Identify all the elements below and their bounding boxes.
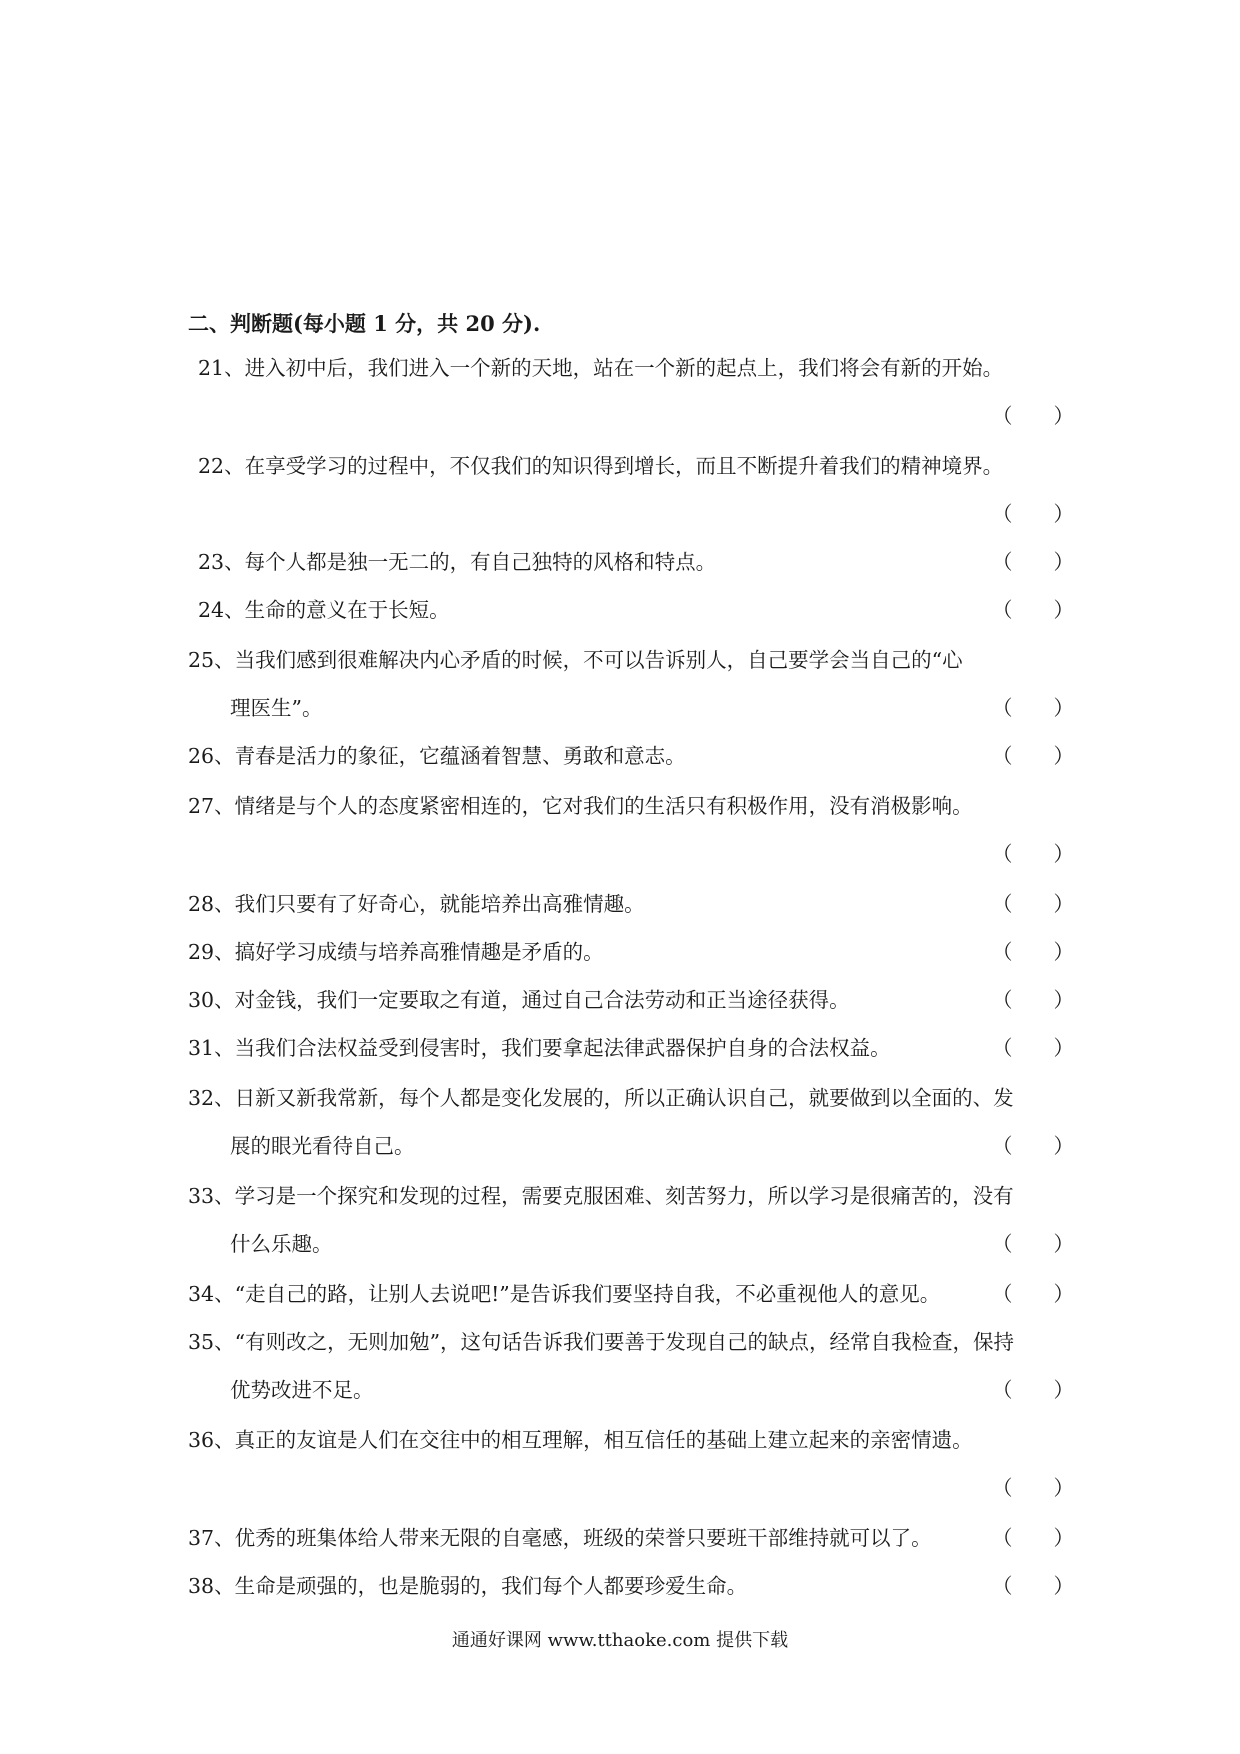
answer-bracket: （ ）	[992, 696, 1074, 720]
question-text: 每个人都是独一无二的，有自己独特的风格和特点。	[244, 550, 717, 574]
question-27-line1	[188, 792, 973, 820]
question-text: “走自己的路，让别人去说吧!”是告诉我们要坚持自我，不必重视他人的意见。	[234, 1282, 941, 1306]
answer-bracket: （ ）	[992, 598, 1074, 622]
section-title: 二、判断题(每小题 1 分，共 20 分).	[188, 311, 541, 336]
footer-download-notice: 通通好课网 www.tthaoke.com 提供下载	[451, 1630, 789, 1651]
answer-bracket: （ ）	[992, 1134, 1074, 1158]
question-33-line1	[188, 1182, 1014, 1210]
question-text: 青春是活力的象征，它蕴涵着智慧、勇敢和意志。	[234, 744, 686, 768]
answer-bracket: （ ）	[992, 1232, 1074, 1256]
answer-bracket: （ ）	[992, 1378, 1074, 1402]
question-text: “有则改之，无则加勉”，这句话告诉我们要善于发现自己的缺点，经常自我检查，保持	[234, 1330, 1015, 1354]
answer-bracket: （ ）	[992, 1476, 1074, 1500]
answer-bracket: （ ）	[992, 842, 1074, 866]
question-30-line1	[188, 986, 850, 1014]
question-text: 我们只要有了好奇心，就能培养出高雅情趣。	[234, 892, 645, 916]
question-number: 25、	[188, 648, 235, 672]
question-28-line1	[188, 890, 645, 918]
question-text: 在享受学习的过程中，不仅我们的知识得到增长，而且不断提升着我们的精神境界。	[244, 454, 1004, 478]
question-number: 26、	[188, 744, 235, 768]
question-37-line1	[188, 1524, 932, 1552]
question-23-line1	[198, 548, 716, 576]
question-25-line1	[188, 646, 963, 674]
question-26-line1	[188, 742, 686, 770]
question-number: 37、	[188, 1526, 235, 1550]
question-number: 32、	[188, 1086, 235, 1110]
question-36-line1	[188, 1426, 973, 1454]
question-24-line1	[198, 596, 450, 624]
question-number: 33、	[188, 1184, 235, 1208]
question-text: 优秀的班集体给人带来无限的自毫感，班级的荣誉只要班干部维持就可以了。	[234, 1526, 932, 1550]
question-number: 29、	[188, 940, 235, 964]
question-21-line1	[198, 354, 1003, 382]
question-text: 情绪是与个人的态度紧密相连的，它对我们的生活只有积极作用，没有消极影响。	[234, 794, 973, 818]
question-text: 对金钱，我们一定要取之有道，通过自己合法劳动和正当途径获得。	[234, 988, 850, 1012]
question-number: 38、	[188, 1574, 235, 1598]
question-text: 搞好学习成绩与培养高雅情趣是矛盾的。	[234, 940, 604, 964]
question-text: 进入初中后，我们进入一个新的天地，站在一个新的起点上，我们将会有新的开始。	[244, 356, 1004, 380]
question-text: 生命是顽强的，也是脆弱的，我们每个人都要珍爱生命。	[234, 1574, 748, 1598]
question-35-line1	[188, 1328, 1014, 1356]
question-34-line1	[188, 1280, 940, 1308]
question-number: 21、	[198, 356, 245, 380]
question-35-line2: 优势改进不足。	[230, 1378, 374, 1402]
question-number: 34、	[188, 1282, 235, 1306]
question-number: 27、	[188, 794, 235, 818]
question-number: 22、	[198, 454, 245, 478]
question-number: 24、	[198, 598, 245, 622]
answer-bracket: （ ）	[992, 1282, 1074, 1306]
question-text: 日新又新我常新，每个人都是变化发展的，所以正确认识自己，就要做到以全面的、发	[234, 1086, 1014, 1110]
answer-bracket: （ ）	[992, 988, 1074, 1012]
question-text: 学习是一个探究和发现的过程，需要克服困难、刻苦努力，所以学习是很痛苦的，没有	[234, 1184, 1014, 1208]
question-31-line1	[188, 1034, 891, 1062]
question-text: 当我们合法权益受到侵害时，我们要拿起法律武器保护自身的合法权益。	[234, 1036, 891, 1060]
question-number: 30、	[188, 988, 235, 1012]
question-number: 35、	[188, 1330, 235, 1354]
answer-bracket: （ ）	[992, 744, 1074, 768]
answer-bracket: （ ）	[992, 1526, 1074, 1550]
question-text: 当我们感到很难解决内心矛盾的时候，不可以告诉别人，自己要学会当自己的“心	[234, 648, 963, 672]
question-33-line2: 什么乐趣。	[230, 1232, 333, 1256]
answer-bracket: （ ）	[992, 502, 1074, 526]
answer-bracket: （ ）	[992, 940, 1074, 964]
question-number: 36、	[188, 1428, 235, 1452]
question-29-line1	[188, 938, 604, 966]
question-number: 28、	[188, 892, 235, 916]
question-text: 真正的友谊是人们在交往中的相互理解，相互信任的基础上建立起来的亲密情遗。	[234, 1428, 973, 1452]
question-text: 生命的意义在于长短。	[244, 598, 450, 622]
answer-bracket: （ ）	[992, 404, 1074, 428]
question-number: 23、	[198, 550, 245, 574]
question-number: 31、	[188, 1036, 235, 1060]
question-32-line2: 展的眼光看待自己。	[230, 1134, 415, 1158]
answer-bracket: （ ）	[992, 892, 1074, 916]
question-25-line2: 理医生”。	[230, 696, 323, 720]
answer-bracket: （ ）	[992, 1574, 1074, 1598]
answer-bracket: （ ）	[992, 1036, 1074, 1060]
question-38-line1	[188, 1572, 747, 1600]
answer-bracket: （ ）	[992, 550, 1074, 574]
question-22-line1	[198, 452, 1003, 480]
question-32-line1	[188, 1084, 1014, 1112]
